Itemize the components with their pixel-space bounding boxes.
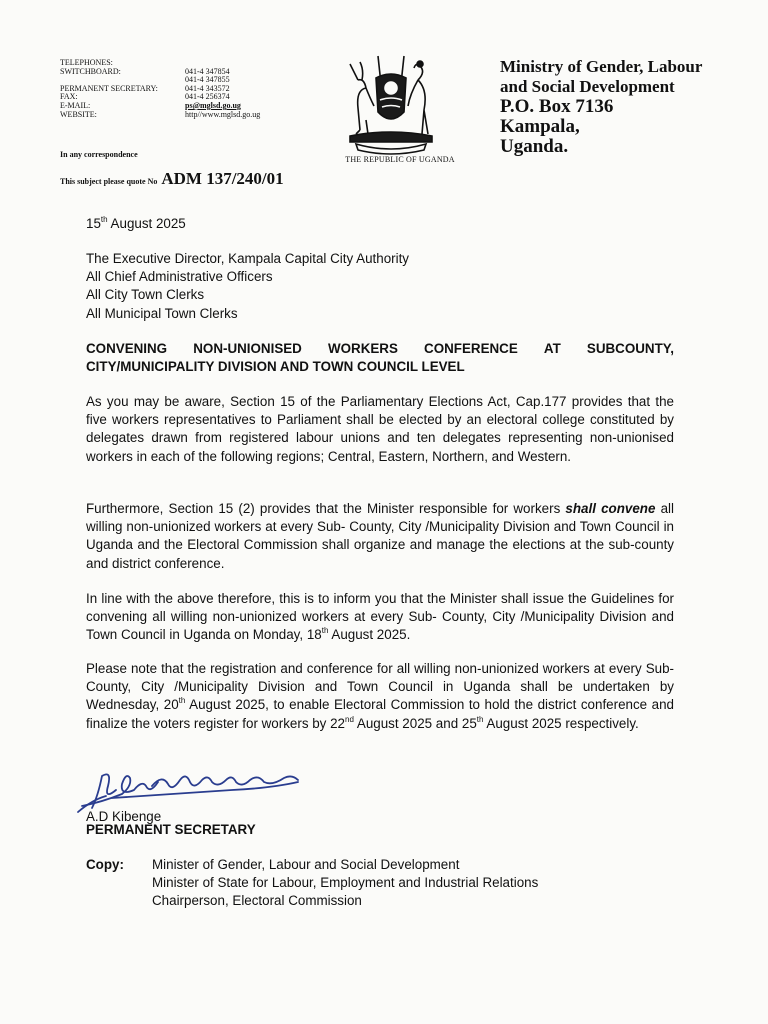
- copy-label: Copy:: [86, 857, 124, 872]
- republic-caption: THE REPUBLIC OF UGANDA: [345, 155, 455, 164]
- subject-word: WORKERS: [327, 341, 398, 356]
- subject-word: CONFERENCE: [424, 341, 518, 356]
- ordinal-suffix: nd: [345, 714, 354, 724]
- copy-recipient: Minister of Gender, Labour and Social Development: [152, 857, 460, 872]
- letter-date: [86, 215, 674, 233]
- addressee: All City Town Clerks: [86, 287, 205, 303]
- contact-label: WEBSITE:: [60, 109, 97, 119]
- copy-recipient: Chairperson, Electoral Commission: [152, 893, 362, 909]
- reference-number: ADM 137/240/01: [161, 169, 284, 188]
- website-link[interactable]: http//www.mglsd.go.ug: [185, 109, 261, 119]
- date-day: 15: [86, 216, 101, 231]
- addressee: All Chief Administrative Officers: [86, 269, 273, 285]
- letter-subject: [86, 340, 674, 376]
- paragraph-1: As you may be aware, Section 15 of the Parliamentary Elections Act, Cap.177 provides that the five workers representatives to Parliament shall be elected by an electoral college constituted by delegates drawn from registered labour unions and ten delegates representing non-unionised workers in each of the following regions; Central, Eastern, Northern, and Western.: [86, 394, 674, 464]
- contact-label: SWITCHBOARD:: [60, 66, 121, 76]
- date-rest: August 2025: [107, 216, 186, 231]
- contact-row: [60, 68, 260, 77]
- contact-label: TELEPHONES:: [60, 58, 113, 67]
- paragraph-2: [86, 500, 674, 573]
- ordinal-suffix: th: [321, 626, 329, 636]
- city: Kampala,: [500, 116, 580, 137]
- contact-block: [60, 59, 260, 119]
- paragraph-3: [86, 590, 674, 645]
- contact-label: FAX:: [60, 92, 78, 102]
- addressee: All Municipal Town Clerks: [86, 305, 238, 321]
- quote-line: [60, 169, 284, 189]
- subject-word: AT: [543, 341, 561, 356]
- paragraph-text: August 2025 and 25: [353, 715, 477, 731]
- date-suffix: th: [100, 215, 108, 224]
- contact-value: 041-4 347855: [185, 75, 230, 85]
- addressee: The Executive Director, Kampala Capital City Authority: [86, 251, 410, 266]
- country: Uganda.: [500, 136, 569, 157]
- email-link[interactable]: ps@mglsd.go.ug: [185, 100, 241, 110]
- paragraph-text: August 2025.: [328, 627, 411, 643]
- paragraph-text: In line with the above therefore, this is to inform you that the Minister shall issue the Guidelines for convening all willing non-unionized workers at every Sub- County, City /Municipality Division and Town Council in Uganda on Monday, 18: [86, 591, 674, 643]
- paragraph-text: all willing non-unionized workers at every Sub- County, City /Municipality Division and Town Council in Uganda and the Electoral Commission shall organize and manage the elections at the sub-county and district conference.: [86, 501, 674, 571]
- paragraph-text: Furthermore, Section 15 (2) provides that the Minister responsible for workers: [86, 501, 566, 516]
- subject-word: NON-UNIONISED: [193, 341, 302, 356]
- subject-line-2: CITY/MUNICIPALITY DIVISION AND TOWN COUNCIL LEVEL: [86, 359, 465, 375]
- ordinal-suffix: th: [476, 714, 484, 724]
- contact-row: [60, 111, 260, 120]
- paragraph-4: [86, 660, 674, 733]
- copy-list: [86, 856, 538, 911]
- subject-word: CONVENING: [86, 341, 168, 356]
- paragraph-text: August 2025 respectively.: [483, 715, 639, 731]
- contact-value: 041-4 347854: [185, 66, 230, 76]
- ordinal-suffix: th: [178, 696, 186, 706]
- ministry-name-line: Ministry of Gender, Labour: [500, 57, 703, 76]
- handwritten-signature: [72, 756, 302, 816]
- contact-label: E-MAIL:: [60, 100, 91, 110]
- contact-label: PERMANENT SECRETARY:: [60, 83, 158, 93]
- ministry-address: [500, 57, 702, 157]
- correspondence-note: In any correspondence: [60, 150, 138, 159]
- copy-recipient: Minister of State for Labour, Employment and Industrial Relations: [152, 875, 539, 891]
- signatory-title: PERMANENT SECRETARY: [86, 822, 256, 837]
- paragraph-text: August 2025, to enable Electoral Commission to hold the district conference and finalize the voters register for workers by 22: [86, 697, 675, 731]
- emphasis-text: shall convene: [565, 501, 656, 516]
- po-box: P.O. Box 7136: [500, 96, 614, 117]
- contact-row: [60, 85, 260, 94]
- subject-word: SUBCOUNTY,: [586, 341, 674, 356]
- ministry-name-line: and Social Development: [500, 77, 675, 96]
- addressee-list: [86, 250, 674, 323]
- quote-label: This subject please quote No: [60, 177, 158, 186]
- contact-value: 041-4 343572: [185, 83, 230, 93]
- uganda-coat-of-arms-icon: [336, 50, 446, 155]
- contact-value: 041-4 256374: [185, 92, 230, 102]
- paragraph-text: Please note that the registration and conference for all willing non-unionized workers at every Sub- County, City /Municipality Division and Town Council in Uganda shall be undertaken by Wednesday, 20: [86, 661, 674, 713]
- signatory-name: A.D Kibenge: [86, 809, 162, 824]
